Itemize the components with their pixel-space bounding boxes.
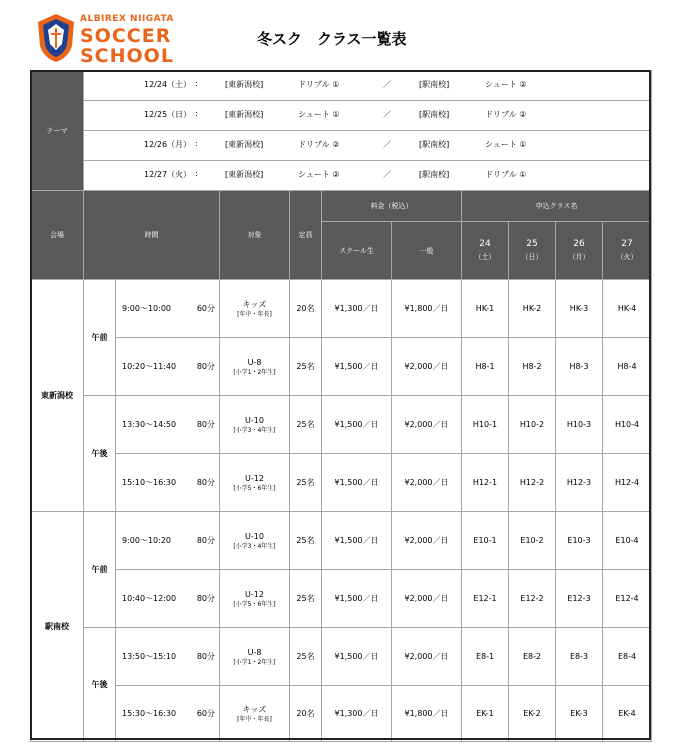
capacity: 25名 [290,396,322,454]
header-capacity: 定員 [290,191,322,280]
logo-word-school: SCHOOL [80,45,174,67]
theme-program-2: シュート ② [485,80,527,89]
theme-label: テーマ [31,71,84,191]
target-grade: [小学1・2年生] [233,368,276,376]
target-cell [220,628,290,686]
header-target: 対象 [220,191,290,280]
class-code: H12-1 [462,454,509,512]
time-range: 15:10〜16:30 [122,478,177,487]
day-of-week: （土） [474,252,496,261]
target-name: U-8 [247,357,262,367]
fee-school: ¥1,300／日 [322,280,392,338]
capacity: 25名 [290,570,322,628]
time-cell [116,280,220,338]
target-name: U-10 [245,531,264,541]
time-cell [116,628,220,686]
header-fee: 料金（税込） [322,191,462,222]
time-range: 13:30〜14:50 [122,420,177,429]
table-row [31,686,652,742]
theme-school-1: [東新潟校] [225,80,264,89]
session-label: 午前 [84,280,116,396]
class-code: EK-4 [603,686,652,742]
venue-name: 東新潟校 [31,280,84,512]
class-code: H10-2 [509,396,556,454]
table-row [31,512,652,570]
class-code: H8-1 [462,338,509,396]
theme-colon: : [195,139,198,148]
theme-program-2: シュート ① [485,140,527,149]
theme-row [31,131,652,161]
theme-content [84,71,652,101]
class-code: HK-3 [556,280,603,338]
target-cell [220,454,290,512]
theme-school-2: [駅南校] [419,140,450,149]
header-apply: 申込クラス名 [462,191,652,222]
header-day-26 [556,222,603,280]
theme-row [31,71,652,101]
class-code: HK-4 [603,280,652,338]
page-title: 冬スク クラス一覧表 [257,30,407,48]
time-cell [116,454,220,512]
target-grade: [小学3・4年生] [233,426,276,434]
target-cell [220,280,290,338]
theme-colon: : [195,109,198,118]
class-code: E8-4 [603,628,652,686]
duration: 80分 [196,420,215,429]
theme-slash: ／ [383,80,391,89]
theme-content [84,101,652,131]
day-number: 26 [573,238,585,249]
class-code: E8-3 [556,628,603,686]
theme-colon: : [195,169,198,178]
fee-general: ¥2,000／日 [392,512,462,570]
header-fee-school: スクール生 [322,222,392,280]
time-range: 10:40〜12:00 [122,594,177,603]
fee-school: ¥1,500／日 [322,570,392,628]
school-logo [36,8,176,67]
theme-school-1: [東新潟校] [225,110,264,119]
target-grade: [小学1・2年生] [233,658,276,666]
target-cell [220,338,290,396]
theme-content [84,161,652,191]
capacity: 20名 [290,280,322,338]
header-day-27 [603,222,652,280]
target-name: U-8 [247,647,262,657]
theme-program-2: ドリブル ② [485,110,527,119]
duration: 80分 [196,652,215,661]
class-code: E8-2 [509,628,556,686]
target-name: キッズ [242,704,267,714]
class-code: H12-2 [509,454,556,512]
time-cell [116,396,220,454]
day-of-week: （月） [568,252,590,261]
class-table [30,70,652,742]
class-code: H8-2 [509,338,556,396]
time-range: 15:30〜16:30 [122,709,177,718]
class-code: EK-1 [462,686,509,742]
table-row [31,396,652,454]
day-of-week: （火） [616,252,638,261]
fee-general: ¥2,000／日 [392,396,462,454]
day-number: 24 [479,238,491,249]
theme-school-1: [東新潟校] [225,170,264,179]
class-code: E12-1 [462,570,509,628]
theme-slash: ／ [383,170,391,179]
theme-date: 12/25（日） [144,110,192,119]
theme-row [31,101,652,131]
target-cell [220,512,290,570]
fee-general: ¥2,000／日 [392,338,462,396]
theme-school-1: [東新潟校] [225,140,264,149]
duration: 80分 [196,594,215,603]
theme-program-1: ドリブル ① [298,80,340,89]
header-day-24 [462,222,509,280]
fee-general: ¥2,000／日 [392,454,462,512]
day-number: 25 [526,238,538,249]
theme-row [31,161,652,191]
theme-program-1: ドリブル ② [298,140,340,149]
class-code: EK-3 [556,686,603,742]
theme-date: 12/24（土） [144,80,192,89]
theme-date: 12/26（月） [144,140,192,149]
class-code: H12-4 [603,454,652,512]
theme-program-1: シュート ① [298,110,340,119]
logo-brand: ALBIREX NIIGATA [80,14,174,24]
duration: 60分 [196,709,215,718]
class-code: E10-3 [556,512,603,570]
theme-school-2: [駅南校] [419,80,450,89]
target-grade: [小学5・6年生] [233,484,276,492]
class-code: H12-3 [556,454,603,512]
class-code: E12-2 [509,570,556,628]
header-venue: 会場 [31,191,84,280]
target-name: キッズ [242,299,267,309]
class-code: E12-4 [603,570,652,628]
session-label: 午後 [84,396,116,512]
fee-general: ¥2,000／日 [392,570,462,628]
target-name: U-12 [245,589,264,599]
day-number: 27 [621,238,633,249]
duration: 80分 [196,478,215,487]
venue-name: 駅南校 [31,512,84,742]
session-label: 午後 [84,628,116,742]
header-time: 時間 [84,191,220,280]
class-code: E10-4 [603,512,652,570]
time-cell [116,570,220,628]
time-range: 13:50〜15:10 [122,652,177,661]
time-range: 9:00〜10:20 [122,536,172,545]
time-cell [116,686,220,742]
fee-school: ¥1,500／日 [322,396,392,454]
target-cell [220,396,290,454]
fee-general: ¥1,800／日 [392,280,462,338]
duration: 80分 [196,536,215,545]
target-cell [220,570,290,628]
theme-program-1: シュート ② [298,170,340,179]
class-code: E12-3 [556,570,603,628]
time-range: 10:20〜11:40 [122,362,177,371]
fee-school: ¥1,500／日 [322,512,392,570]
class-code: EK-2 [509,686,556,742]
table-row [31,280,652,338]
table-row [31,454,652,512]
theme-school-2: [駅南校] [419,110,450,119]
table-row [31,570,652,628]
time-range: 9:00〜10:00 [122,304,172,313]
class-code: HK-1 [462,280,509,338]
class-code: E10-2 [509,512,556,570]
theme-program-2: ドリブル ① [485,170,527,179]
duration: 80分 [196,362,215,371]
capacity: 20名 [290,686,322,742]
target-grade: [年中・年長] [237,310,272,318]
target-name: U-12 [245,473,264,483]
class-code: H10-3 [556,396,603,454]
class-code: H10-4 [603,396,652,454]
theme-slash: ／ [383,110,391,119]
fee-school: ¥1,500／日 [322,628,392,686]
capacity: 25名 [290,628,322,686]
fee-school: ¥1,500／日 [322,338,392,396]
theme-slash: ／ [383,140,391,149]
duration: 60分 [196,304,215,313]
fee-general: ¥1,800／日 [392,686,462,742]
table-row [31,628,652,686]
theme-content [84,131,652,161]
class-code: H10-1 [462,396,509,454]
theme-school-2: [駅南校] [419,170,450,179]
class-code: E10-1 [462,512,509,570]
header-fee-general: 一般 [392,222,462,280]
logo-word-soccer: SOCCER [80,25,172,47]
day-of-week: （日） [521,252,543,261]
fee-school: ¥1,300／日 [322,686,392,742]
class-code: HK-2 [509,280,556,338]
fee-school: ¥1,500／日 [322,454,392,512]
class-code: H8-4 [603,338,652,396]
session-label: 午前 [84,512,116,628]
theme-date: 12/27（火） [144,170,192,179]
class-code: H8-3 [556,338,603,396]
time-cell [116,338,220,396]
table-row [31,338,652,396]
target-grade: [年中・年長] [237,715,272,723]
class-code: E8-1 [462,628,509,686]
capacity: 25名 [290,338,322,396]
fee-general: ¥2,000／日 [392,628,462,686]
time-cell [116,512,220,570]
target-cell [220,686,290,742]
target-name: U-10 [245,415,264,425]
capacity: 25名 [290,454,322,512]
header-day-25 [509,222,556,280]
target-grade: [小学3・4年生] [233,542,276,550]
albirex-shield-icon [36,12,76,64]
capacity: 25名 [290,512,322,570]
target-grade: [小学5・6年生] [233,600,276,608]
theme-colon: : [195,79,198,88]
